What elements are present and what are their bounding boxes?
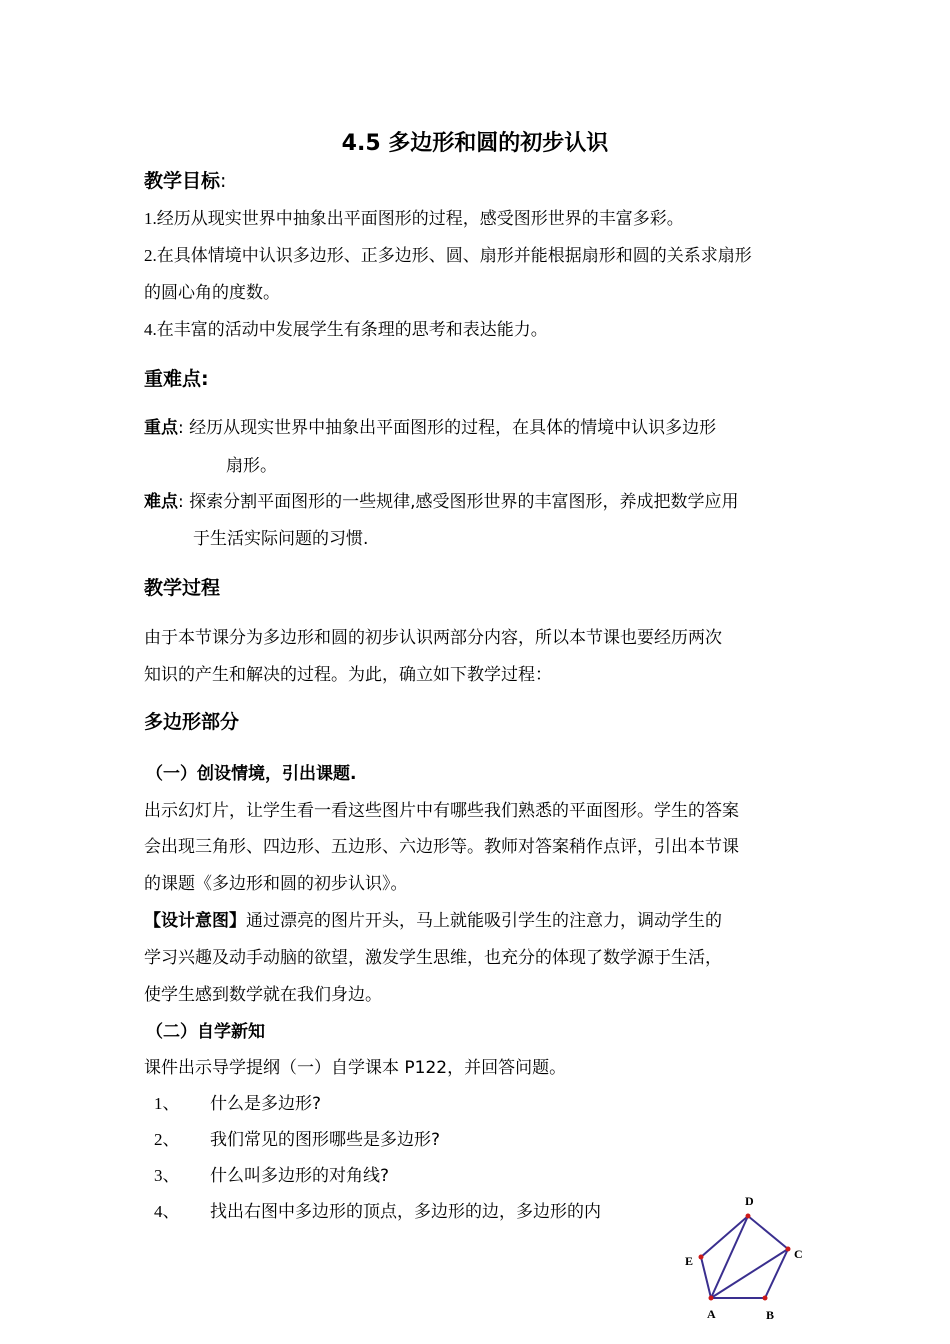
objective-item-2-cont: 的圆心角的度数。 xyxy=(144,283,280,303)
objectives-heading-text: 教学目标 xyxy=(144,170,221,192)
section2-intro: 课件出示导学提纲（一）自学课本 P122，并回答问题。 xyxy=(144,1058,567,1078)
question-num-2: 2、 xyxy=(154,1130,180,1149)
objective-text: 在丰富的活动中发展学生有条理的思考和表达能力。 xyxy=(156,320,548,340)
key-point-text: : 经历从现实世界中抽象出平面图形的过程，在具体的情境中认识多边形 xyxy=(178,418,717,438)
section2-heading: （二）自学新知 xyxy=(146,1022,265,1042)
vertex-label-a: A xyxy=(707,1307,716,1321)
vertex-d-point xyxy=(746,1214,751,1219)
section1-line-3: 的课题《多边形和圆的初步认识》。 xyxy=(144,874,408,894)
key-point-label: 重点 xyxy=(144,418,178,438)
vertex-label-d: D xyxy=(745,1194,754,1208)
vertex-e-point xyxy=(699,1255,704,1260)
question-text-4: 找出右图中多边形的顶点，多边形的边，多边形的内 xyxy=(210,1202,601,1222)
difficult-point-text: : 探索分割平面图形的一些规律,感受图形世界的丰富图形，养成把数学应用 xyxy=(178,492,739,512)
design-intent-label: 【设计意图】 xyxy=(144,911,246,931)
process-heading: 教学过程 xyxy=(144,577,221,599)
question-num-3: 3、 xyxy=(154,1166,180,1185)
polygon-part-heading: 多边形部分 xyxy=(144,711,240,733)
vertex-b-point xyxy=(763,1296,768,1301)
objective-num: 1. xyxy=(144,209,157,228)
question-text-3: 什么叫多边形的对角线? xyxy=(210,1166,390,1186)
difficult-point-cont: 于生活实际问题的习惯. xyxy=(193,529,369,549)
vertex-label-c: C xyxy=(794,1247,803,1261)
question-num-4: 4、 xyxy=(154,1202,180,1221)
vertex-c-point xyxy=(786,1247,791,1252)
keypoints-heading: 重难点: xyxy=(144,368,209,390)
question-text-1: 什么是多边形? xyxy=(210,1094,322,1114)
question-text-2: 我们常见的图形哪些是多边形? xyxy=(210,1130,441,1150)
process-line-2: 知识的产生和解决的过程。为此，确立如下教学过程： xyxy=(144,665,552,685)
process-line-1: 由于本节课分为多边形和圆的初步认识两部分内容，所以本节课也要经历两次 xyxy=(144,628,722,648)
design-intent-line-3: 使学生感到数学就在我们身边。 xyxy=(144,985,382,1005)
page-title: 4.5 多边形和圆的初步认识 xyxy=(341,131,609,156)
objective-num: 2. xyxy=(144,246,157,265)
design-intent-text: 通过漂亮的图片开头，马上就能吸引学生的注意力，调动学生的 xyxy=(246,911,722,931)
design-intent-line-2: 学习兴趣及动手动脑的欲望，激发学生思维，也充分的体现了数学源于生活， xyxy=(144,948,722,968)
section1-line-1: 出示幻灯片，让学生看一看这些图片中有哪些我们熟悉的平面图形。学生的答案 xyxy=(144,801,739,821)
vertex-label-b: B xyxy=(766,1308,775,1322)
vertex-label-e: E xyxy=(685,1254,694,1268)
objectives-heading-colon: : xyxy=(220,170,227,192)
key-point-cont: 扇形。 xyxy=(226,456,277,476)
difficult-point-label: 难点 xyxy=(144,492,178,512)
objective-text: 经历从现实世界中抽象出平面图形的过程，感受图形世界的丰富多彩。 xyxy=(156,209,684,229)
section1-heading: （一）创设情境，引出课题. xyxy=(146,764,357,784)
vertex-a-point xyxy=(709,1296,714,1301)
objective-text: 在具体情境中认识多边形、正多边形、圆、扇形并能根据扇形和圆的关系求扇形 xyxy=(156,246,752,266)
section1-line-2: 会出现三角形、四边形、五边形、六边形等。教师对答案稍作点评，引出本节课 xyxy=(144,837,739,857)
question-num-1: 1、 xyxy=(154,1094,180,1113)
objective-num: 4. xyxy=(144,320,157,339)
